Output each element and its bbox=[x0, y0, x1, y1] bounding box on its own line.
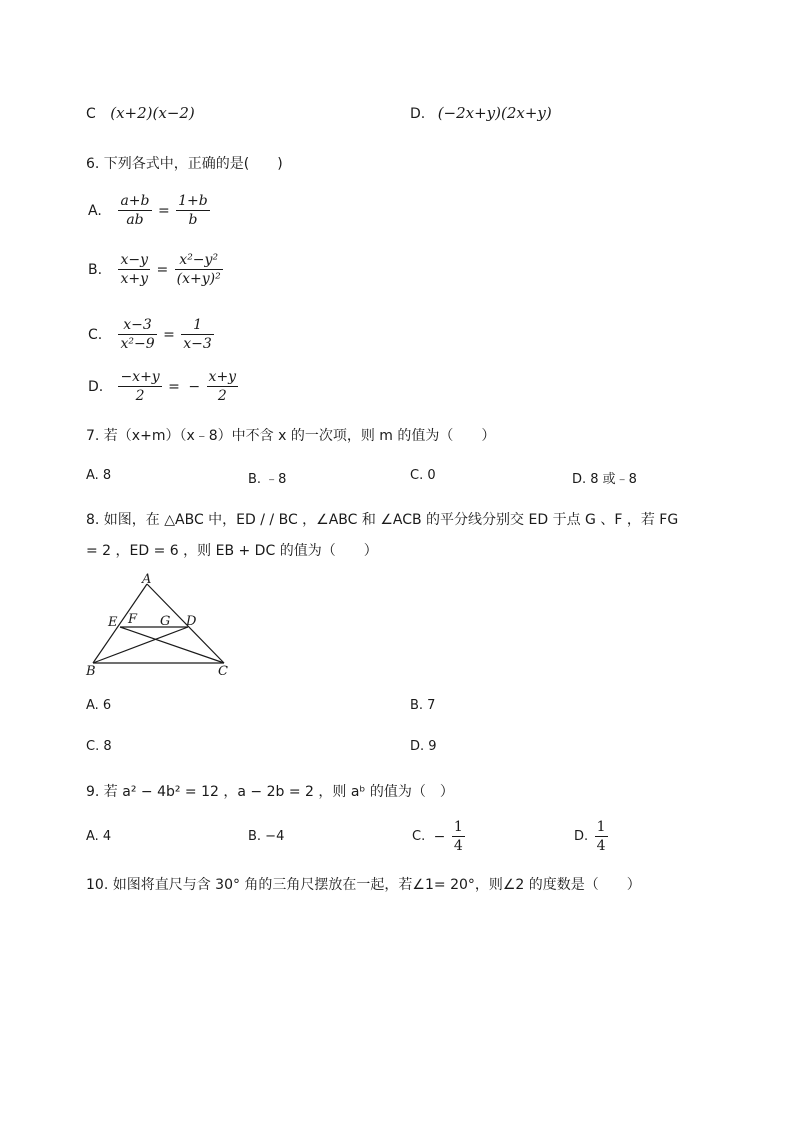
q8-triangle-figure bbox=[84, 570, 244, 682]
q8-option-c: C. 8 bbox=[86, 739, 112, 754]
numerator: 1 bbox=[453, 819, 463, 835]
q9-option-d bbox=[572, 818, 608, 855]
denominator: x²−9 bbox=[120, 336, 155, 352]
equals-sign: = bbox=[157, 202, 170, 219]
label-b: B bbox=[86, 664, 96, 679]
denominator: ab bbox=[126, 212, 144, 228]
q8-option-d: D. 9 bbox=[410, 739, 437, 754]
numerator: 1 bbox=[596, 819, 606, 835]
numerator: 1+b bbox=[178, 193, 208, 209]
q9-stem: 9. 若 a² − 4b² = 12 ，a − 2b = 2 ，则 aᵇ 的值为（ ） bbox=[86, 784, 454, 800]
q6-option-b bbox=[86, 251, 223, 288]
denominator: 2 bbox=[217, 388, 227, 404]
q5-option-c-expr: (x+2)(x−2) bbox=[110, 104, 195, 122]
q9-option-c-label: C. bbox=[412, 829, 426, 844]
q6-option-a-label: A. bbox=[88, 202, 102, 219]
numerator: x²−y² bbox=[175, 251, 223, 270]
q6-d-right-fraction bbox=[207, 368, 239, 405]
q7-option-a: A. 8 bbox=[86, 468, 112, 483]
q6-b-right-fraction bbox=[175, 251, 223, 288]
numerator: x−y bbox=[120, 252, 148, 268]
label-c: C bbox=[218, 664, 228, 679]
bisector-cf bbox=[120, 627, 224, 663]
numerator: x−3 bbox=[118, 316, 156, 335]
q5-option-c bbox=[86, 104, 195, 122]
denominator: 2 bbox=[135, 388, 145, 404]
side-ab bbox=[93, 584, 147, 663]
q6-option-c bbox=[86, 316, 214, 353]
equals-sign: = bbox=[163, 326, 175, 343]
q6-stem: 6. 下列各式中，正确的是( ) bbox=[86, 156, 283, 172]
numerator: −x+y bbox=[120, 369, 160, 385]
q5-option-d bbox=[410, 104, 552, 122]
q9-d-fraction bbox=[595, 818, 608, 855]
equals-sign: = bbox=[156, 261, 169, 278]
denominator: 4 bbox=[596, 838, 606, 854]
q7-option-d: D. 8 或﹣8 bbox=[572, 472, 637, 487]
q9-option-c bbox=[410, 818, 465, 855]
q6-a-left-fraction bbox=[118, 192, 151, 229]
q10-stem: 10. 如图将直尺与含 30° 角的三角尺摆放在一起，若∠1= 20°，则∠2 的度数是（ ） bbox=[86, 877, 641, 893]
q8-option-a: A. 6 bbox=[86, 698, 112, 713]
q7-stem: 7. 若（x+m）（x﹣8）中不含 x 的一次项，则 m 的值为（ ） bbox=[86, 428, 496, 444]
label-e: E bbox=[108, 615, 118, 630]
q8-stem-line2: = 2 ，ED = 6 ，则 EB + DC 的值为（ ） bbox=[86, 543, 378, 559]
q6-b-left-fraction bbox=[118, 251, 150, 288]
denominator: x−3 bbox=[183, 336, 212, 352]
label-f: F bbox=[128, 612, 138, 627]
q6-a-right-fraction bbox=[176, 192, 210, 229]
q6-c-right-fraction bbox=[181, 316, 214, 353]
minus-sign: − bbox=[433, 828, 446, 845]
q9-option-a: A. 4 bbox=[86, 829, 112, 844]
q6-option-d bbox=[86, 368, 238, 405]
q8-option-b: B. 7 bbox=[410, 698, 436, 713]
numerator: a+b bbox=[120, 193, 150, 209]
denominator: (x+y)² bbox=[176, 271, 221, 287]
denominator: 4 bbox=[453, 838, 463, 854]
q9-option-d-label: D. bbox=[574, 829, 589, 844]
q6-option-a bbox=[86, 192, 210, 229]
q8-stem-line1: 8. 如图，在 △ABC 中，ED / / BC ，∠ABC 和 ∠ACB 的平分线分别交 ED 于点 G 、F ，若 FG bbox=[86, 512, 679, 528]
label-g: G bbox=[160, 614, 171, 629]
q5-option-c-label: C bbox=[86, 106, 96, 122]
q7-option-c: C. 0 bbox=[410, 468, 436, 483]
q6-option-d-label: D. bbox=[88, 378, 104, 395]
numerator: 1 bbox=[181, 316, 214, 335]
numerator: x+y bbox=[208, 369, 237, 385]
q9-option-b: B. −4 bbox=[248, 829, 285, 844]
q7-option-b: B. ﹣8 bbox=[248, 472, 287, 487]
q6-d-left-fraction bbox=[118, 368, 161, 405]
q6-option-b-label: B. bbox=[88, 261, 103, 278]
equals-sign: = bbox=[168, 378, 180, 395]
q5-option-d-label: D. bbox=[410, 106, 426, 122]
q6-c-left-fraction bbox=[118, 316, 156, 353]
q6-option-c-label: C. bbox=[88, 326, 103, 343]
denominator: b bbox=[188, 212, 198, 228]
q5-option-d-expr: (−2x+y)(2x+y) bbox=[437, 104, 552, 122]
label-d: D bbox=[186, 614, 197, 629]
denominator: x+y bbox=[120, 271, 148, 287]
q9-c-fraction bbox=[452, 818, 465, 855]
minus-sign: − bbox=[188, 378, 201, 395]
label-a: A bbox=[142, 572, 152, 587]
